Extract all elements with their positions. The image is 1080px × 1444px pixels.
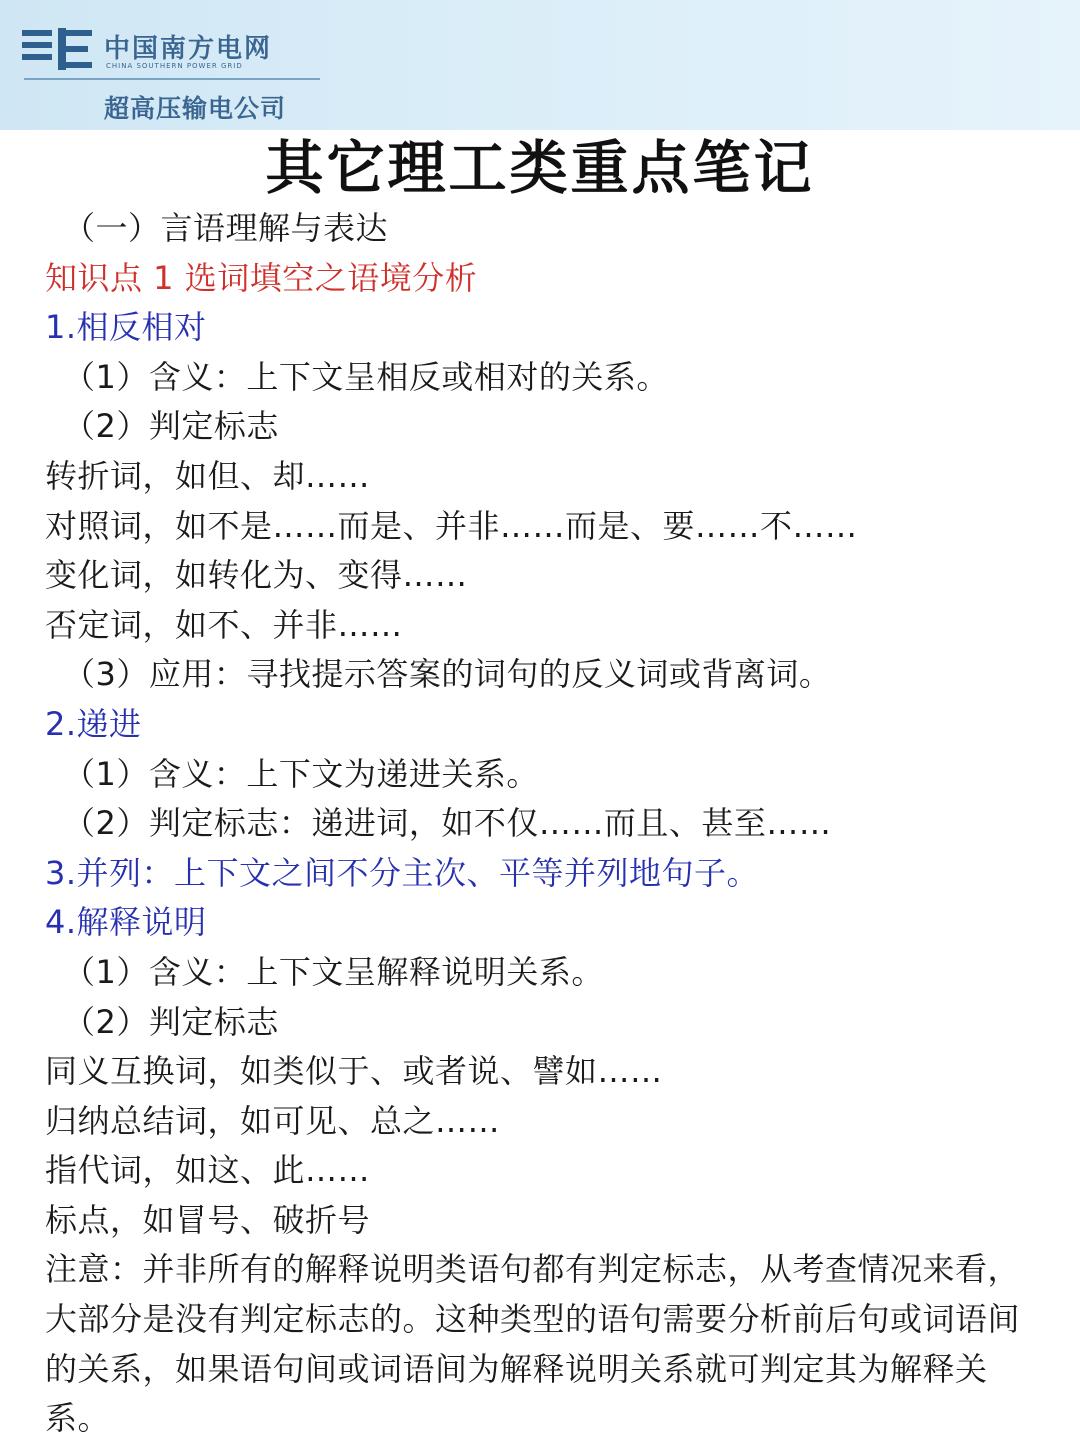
note-line: （2）判定标志: [63, 407, 279, 446]
note-line: 标点，如冒号、破折号: [45, 1200, 371, 1239]
subheading-progressive: 2.递进: [45, 704, 142, 743]
note-line: 否定词，如不、并非……: [45, 605, 403, 644]
note-line: （2）判定标志：递进词，如不仅……而且、甚至……: [63, 804, 832, 843]
note-line: （1）含义：上下文为递进关系。: [63, 754, 539, 793]
csg-logo-icon: [22, 26, 94, 74]
knowledge-point-heading: 知识点 1 选词填空之语境分析: [45, 258, 478, 297]
note-line: （1）含义：上下文呈解释说明关系。: [63, 952, 604, 991]
logo-divider: [24, 78, 320, 80]
section-heading: （一）言语理解与表达: [63, 209, 389, 247]
company-subsidiary: 超高压输电公司: [104, 94, 287, 123]
subheading-explanation: 4.解释说明: [45, 903, 207, 942]
page-title: 其它理工类重点笔记: [265, 134, 815, 202]
note-line: 变化词，如转化为、变得……: [45, 556, 468, 595]
note-line: 同义互换词，如类似于、或者说、譬如……: [45, 1052, 663, 1091]
note-line: （1）含义：上下文呈相反或相对的关系。: [63, 357, 669, 396]
notes-body: [45, 204, 1045, 1444]
note-line: 对照词，如不是……而是、并非……而是、要……不……: [45, 506, 858, 545]
subheading-opposite: 1.相反相对: [45, 308, 207, 347]
header-banner: [0, 0, 1080, 130]
note-line: （3）应用：寻找提示答案的词句的反义词或背离词。: [63, 655, 832, 694]
company-name-en: CHINA SOUTHERN POWER GRID: [106, 62, 243, 70]
note-line: 指代词，如这、此……: [45, 1151, 371, 1190]
company-name-cn: 中国南方电网: [104, 34, 273, 64]
note-paragraph: 注意：并非所有的解释说明类语句都有判定标志，从考查情况来看，大部分是没有判定标志的。这种类型的语句需要分析前后句或词语间的关系，如果语句间或词语间为解释说明关系就可判定其为解释关系。: [45, 1250, 1021, 1438]
note-line: 转折词，如但、却……: [45, 456, 371, 495]
note-line: 归纳总结词，如可见、总之……: [45, 1101, 501, 1140]
subheading-parallel: 3.并列：上下文之间不分主次、平等并列地句子。: [45, 853, 760, 892]
note-line: （2）判定标志: [63, 1002, 279, 1041]
